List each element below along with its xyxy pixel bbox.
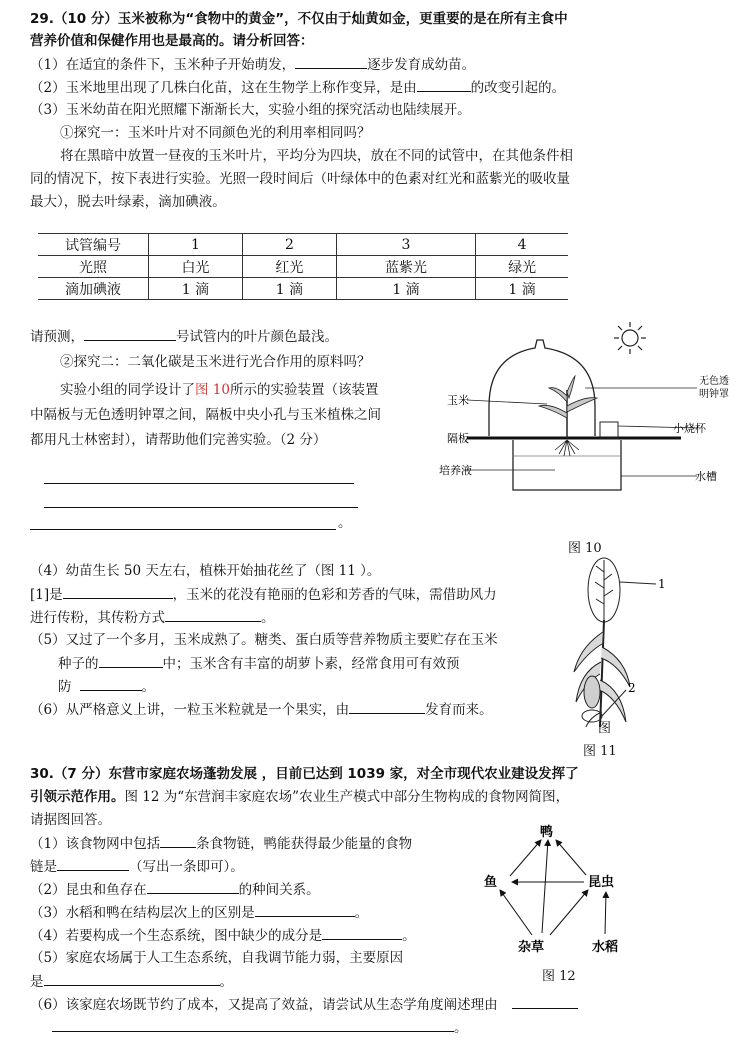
q30-part5-text-c: 。	[219, 974, 233, 990]
q29-part4-c	[30, 608, 275, 627]
figure12-food-web	[470, 818, 645, 958]
q29-explore2-text-b: 所示的实验装置（该装置	[229, 382, 379, 398]
q29-part6	[30, 700, 493, 719]
q29-predict-answer-blank[interactable]	[84, 327, 176, 341]
q29-part4-text-b: ，玉米的花没有艳丽的色彩和芳香的气味，需借助风力	[172, 587, 497, 603]
q29-part5-answer-blank-1[interactable]	[99, 654, 163, 668]
q29-explore2-text-a: 实验小组的同学设计了	[60, 382, 195, 398]
q29-predict	[30, 327, 338, 346]
label-tank: 水槽	[695, 470, 717, 483]
q29-explore1-line3: 最大），脱去叶绿素，滴加碘液。	[30, 194, 226, 210]
q29-part4-text-a: [1]是	[30, 587, 63, 603]
label-corn: 玉米	[447, 394, 469, 407]
table-cell: 1 滴	[149, 278, 243, 300]
q29-part6-text-b: 发育而来。	[425, 702, 493, 718]
table-row	[38, 234, 568, 256]
label-solution: 培养液	[439, 464, 472, 477]
table-row	[38, 278, 568, 300]
q30-part4-text-a: （4）若要构成一个生态系统，图中缺少的成分是	[30, 928, 323, 944]
table-cell: 试管编号	[38, 234, 149, 256]
q29-explore1-title: ①探究一：玉米叶片对不同颜色光的利用率相同吗？	[60, 125, 371, 141]
q30-part5-text-b: 是	[30, 974, 44, 990]
q29-part3: （3）玉米幼苗在阳光照耀下渐渐长大，实验小组的探究活动也陆续展开。	[30, 102, 471, 118]
q30-part4	[30, 926, 416, 945]
q29-part5-c	[58, 677, 155, 696]
q30-part3	[30, 903, 368, 922]
experiment-table	[38, 233, 568, 300]
q30-part4-answer-blank[interactable]	[322, 926, 402, 940]
q30-part1-text-b: 条食物链，鸭能获得最少能量的食物	[196, 836, 413, 852]
table-cell: 滴加碘液	[38, 278, 149, 300]
figure11-label-1: 1	[658, 577, 666, 591]
q30-part2-text-a: （2）昆虫和鱼存在	[30, 882, 147, 898]
q29-part5-text-c: 防	[58, 679, 72, 695]
q29-part5-answer-blank-2[interactable]	[80, 677, 142, 691]
q29-explore1-line2: 同的情况下，按下表进行实验。光照一段时间后（叶绿体中的色素对红光和蓝紫光的吸收量	[30, 171, 570, 187]
q29-explore2-line3: 都用凡士林密封），请帮助他们完善实验。（2 分）	[30, 432, 327, 448]
q29-title-line2: 营养价值和保健作用也是最高的。请分析回答：	[30, 33, 314, 49]
q30-part6	[30, 995, 578, 1014]
q29-predict-text-b: 号试管内的叶片颜色最浅。	[176, 329, 338, 345]
q29-part6-text-a: （6）从严格意义上讲，一粒玉米粒就是一个果实，由	[30, 702, 350, 718]
q30-part1-b	[30, 857, 244, 876]
q29-part5-a: （5）又过了一个多月，玉米成熟了。糖类、蛋白质等营养物质主要贮存在玉米	[30, 632, 498, 648]
figure11-corn-plant	[560, 552, 670, 737]
q29-part5-text-a: 种子的	[58, 656, 99, 672]
table-cell: 3	[336, 234, 475, 256]
q30-part6-b	[52, 1018, 468, 1037]
label-bell-jar-1: 无色透	[699, 376, 729, 387]
table-cell: 4	[476, 234, 568, 256]
q29-title-line1: 29.（10 分）玉米被称为“食物中的黄金”，不仅由于灿黄如金，更重要的是在所有主食中	[30, 11, 568, 27]
q30-part3-text-b: 。	[354, 905, 369, 921]
label-beaker: 小烧杯	[673, 422, 706, 435]
q30-part1-text-d: （写出一条即可）。	[129, 859, 244, 875]
q30-part2-text-b: 的种间关系。	[238, 882, 320, 898]
q30-title-line3: 请据图回答。	[30, 812, 111, 828]
q29-part4-answer-blank-2[interactable]	[165, 608, 261, 622]
q30-title-text-a: 引领示范作用。	[30, 789, 125, 805]
q29-part4: （4）幼苗生长 50 天左右，植株开始抽花丝了（图 11 ）。	[30, 563, 381, 579]
corn-ear	[584, 676, 600, 708]
q30-part4-text-b: 。	[402, 928, 416, 944]
q29-predict-text-a: 请预测，	[30, 329, 84, 345]
table-cell: 1 滴	[336, 278, 475, 300]
node-weed: 杂草	[518, 940, 545, 955]
q29-part6-answer-blank[interactable]	[349, 700, 425, 714]
q29-part2	[30, 78, 565, 97]
figure11-caption-small: 图	[598, 721, 612, 736]
water-tank	[513, 440, 621, 490]
table-cell: 1	[149, 234, 243, 256]
bell-jar	[489, 340, 595, 436]
table-row	[38, 256, 568, 278]
q30-part1	[30, 834, 412, 853]
q29-part5-text-d: 。	[141, 679, 155, 695]
q30-part3-answer-blank[interactable]	[255, 903, 355, 917]
q29-part1-text-b: 逐步发育成幼苗。	[367, 57, 476, 73]
table-cell: 蓝紫光	[336, 256, 475, 278]
q29-part4-text-d: 。	[261, 610, 275, 626]
table-cell: 2	[242, 234, 336, 256]
q29-explore2-title: ②探究二：二氧化碳是玉米进行光合作用的原料吗？	[60, 354, 371, 370]
q29-explore2-line2: 中隔板与无色透明钟罩之间，隔板中央小孔与玉米植株之间	[30, 407, 381, 423]
q29-answer-line-1[interactable]	[44, 483, 354, 484]
q29-explore2-line1	[60, 381, 378, 399]
period: 。	[338, 515, 352, 531]
sun-icon	[614, 322, 646, 354]
q29-part1	[30, 55, 475, 74]
table-cell: 1 滴	[476, 278, 568, 300]
node-rice: 水稻	[592, 940, 619, 955]
q30-part1-answer-blank-2[interactable]	[57, 857, 129, 871]
table-cell: 绿光	[476, 256, 568, 278]
q29-part2-text-a: （2）玉米地里出现了几株白化苗，这在生物学上称作变异，是由	[30, 80, 417, 96]
q29-part1-text-a: （1）在适宜的条件下，玉米种子开始萌发，	[30, 57, 296, 73]
table-cell: 光照	[38, 256, 149, 278]
q29-part4-answer-blank-1[interactable]	[63, 585, 173, 599]
q30-part1-answer-blank-1[interactable]	[160, 834, 196, 848]
q30-title-text-b: 图 12 为“东营润丰家庭农场”农业生产模式中部分生物构成的食物网简图，	[124, 789, 570, 805]
node-insect: 昆虫	[588, 875, 615, 890]
label-partition: 隔板	[447, 432, 469, 445]
q29-answer-line-2[interactable]	[44, 507, 358, 508]
figure10-caption: 图 10	[568, 541, 602, 556]
q29-part2-text-b: 的改变引起的。	[470, 80, 566, 96]
q29-part4-b	[30, 585, 497, 604]
label-bell-jar-2: 明钟罩	[699, 389, 729, 400]
q30-title-line2	[30, 788, 569, 806]
node-fish: 鱼	[484, 875, 498, 890]
figure10-apparatus	[425, 318, 729, 558]
q29-answer-line-3[interactable]	[30, 529, 336, 530]
q30-part6-answer-blank-1[interactable]	[512, 995, 578, 1009]
q29-part1-answer-blank[interactable]	[295, 55, 367, 69]
q30-part1-text-c: 链是	[30, 859, 57, 875]
figure10-reference-link[interactable]: 图 10	[195, 382, 230, 398]
q30-part3-text-a: （3）水稻和鸭在结构层次上的区别是	[30, 905, 255, 921]
q30-part6-answer-blank-2[interactable]	[52, 1018, 454, 1032]
q30-part1-text-a: （1）该食物网中包括	[30, 836, 161, 852]
figure11-label-2: 2	[628, 681, 636, 695]
q30-part5: （5）家庭农场属于人工生态系统，自我调节能力弱，主要原因	[30, 950, 404, 966]
q29-part5-text-b: 中；玉米含有丰富的胡萝卜素，经常食用可有效预	[162, 656, 460, 672]
table-cell: 白光	[149, 256, 243, 278]
q30-part2	[30, 880, 320, 899]
q30-part6-text-b: 。	[454, 1020, 468, 1036]
q29-part5-b	[58, 654, 460, 673]
table-cell: 1 滴	[242, 278, 336, 300]
figure12-caption: 图 12	[542, 969, 576, 984]
small-beaker	[600, 422, 618, 438]
figure11-caption: 图 11	[583, 744, 617, 759]
q30-title-line1: 30.（7 分）东营市家庭农场蓬勃发展 ，目前已达到 1039 家，对全市现代农业建设发挥了	[30, 766, 579, 782]
q30-part2-answer-blank[interactable]	[147, 880, 239, 894]
q30-part6-text-a: （6）该家庭农场既节约了成本，又提高了效益，请尝试从生态学角度阐述理由	[30, 997, 498, 1013]
q30-part5-b	[30, 972, 233, 991]
table-cell: 红光	[242, 256, 336, 278]
q30-part5-answer-blank[interactable]	[44, 972, 220, 986]
q29-explore1-line1: 将在黑暗中放置一昼夜的玉米叶片，平均分为四块，放在不同的试管中，在其他条件相	[60, 148, 573, 164]
q29-part2-answer-blank[interactable]	[417, 78, 471, 92]
node-duck: 鸭	[540, 825, 554, 840]
q29-part4-text-c: 进行传粉，其传粉方式	[30, 610, 165, 626]
